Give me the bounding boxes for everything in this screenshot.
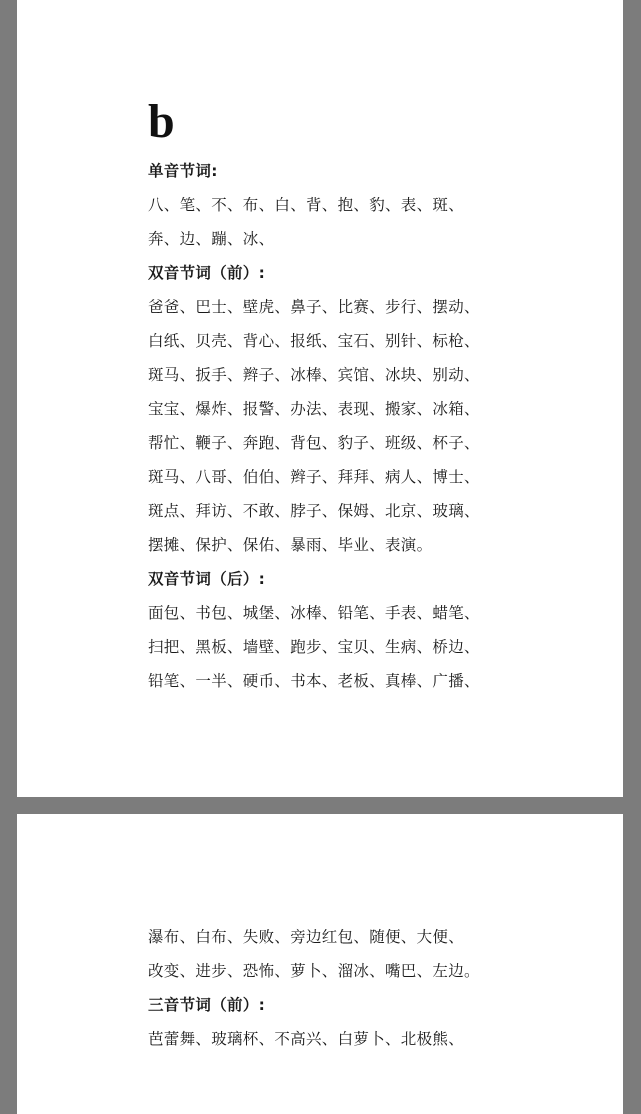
word-line: 奔、边、蹦、冰、	[148, 230, 275, 248]
word-line: 铅笔、一半、硬币、书本、老板、真棒、广播、	[148, 672, 480, 690]
section-heading-double-back: 双音节词（后）:	[148, 570, 266, 588]
letter-title: b	[148, 95, 175, 148]
section-heading-triple-front: 三音节词（前）:	[148, 996, 266, 1014]
word-line: 帮忙、鞭子、奔跑、背包、豹子、班级、杯子、	[148, 434, 480, 452]
word-line: 八、笔、不、布、白、背、抱、豹、表、斑、	[148, 196, 465, 214]
word-line: 爸爸、巴士、壁虎、鼻子、比赛、步行、摆动、	[148, 298, 480, 316]
word-line: 瀑布、白布、失败、旁边红包、随便、大便、	[148, 928, 465, 946]
section-heading-single-syllable: 单音节词:	[148, 162, 218, 180]
document-page-1	[17, 0, 623, 797]
word-line: 摆摊、保护、保佑、暴雨、毕业、表演。	[148, 536, 433, 554]
word-line: 扫把、黑板、墙壁、跑步、宝贝、生病、桥边、	[148, 638, 480, 656]
word-line: 面包、书包、城堡、冰棒、铅笔、手表、蜡笔、	[148, 604, 480, 622]
word-line: 斑马、八哥、伯伯、辫子、拜拜、病人、博士、	[148, 468, 480, 486]
word-line: 斑马、扳手、辫子、冰棒、宾馆、冰块、别动、	[148, 366, 480, 384]
page-1-content	[148, 154, 528, 698]
page-2-content	[148, 920, 528, 1056]
word-line: 宝宝、爆炸、报警、办法、表现、搬家、冰箱、	[148, 400, 480, 418]
word-line: 改变、进步、恐怖、萝卜、溜冰、嘴巴、左边。	[148, 962, 480, 980]
word-line: 白纸、贝壳、背心、报纸、宝石、别针、标枪、	[148, 332, 480, 350]
word-line: 斑点、拜访、不敢、脖子、保姆、北京、玻璃、	[148, 502, 480, 520]
section-heading-double-front: 双音节词（前）:	[148, 264, 266, 282]
word-line: 芭蕾舞、玻璃杯、不高兴、白萝卜、北极熊、	[148, 1030, 465, 1048]
document-page-2	[17, 814, 623, 1114]
